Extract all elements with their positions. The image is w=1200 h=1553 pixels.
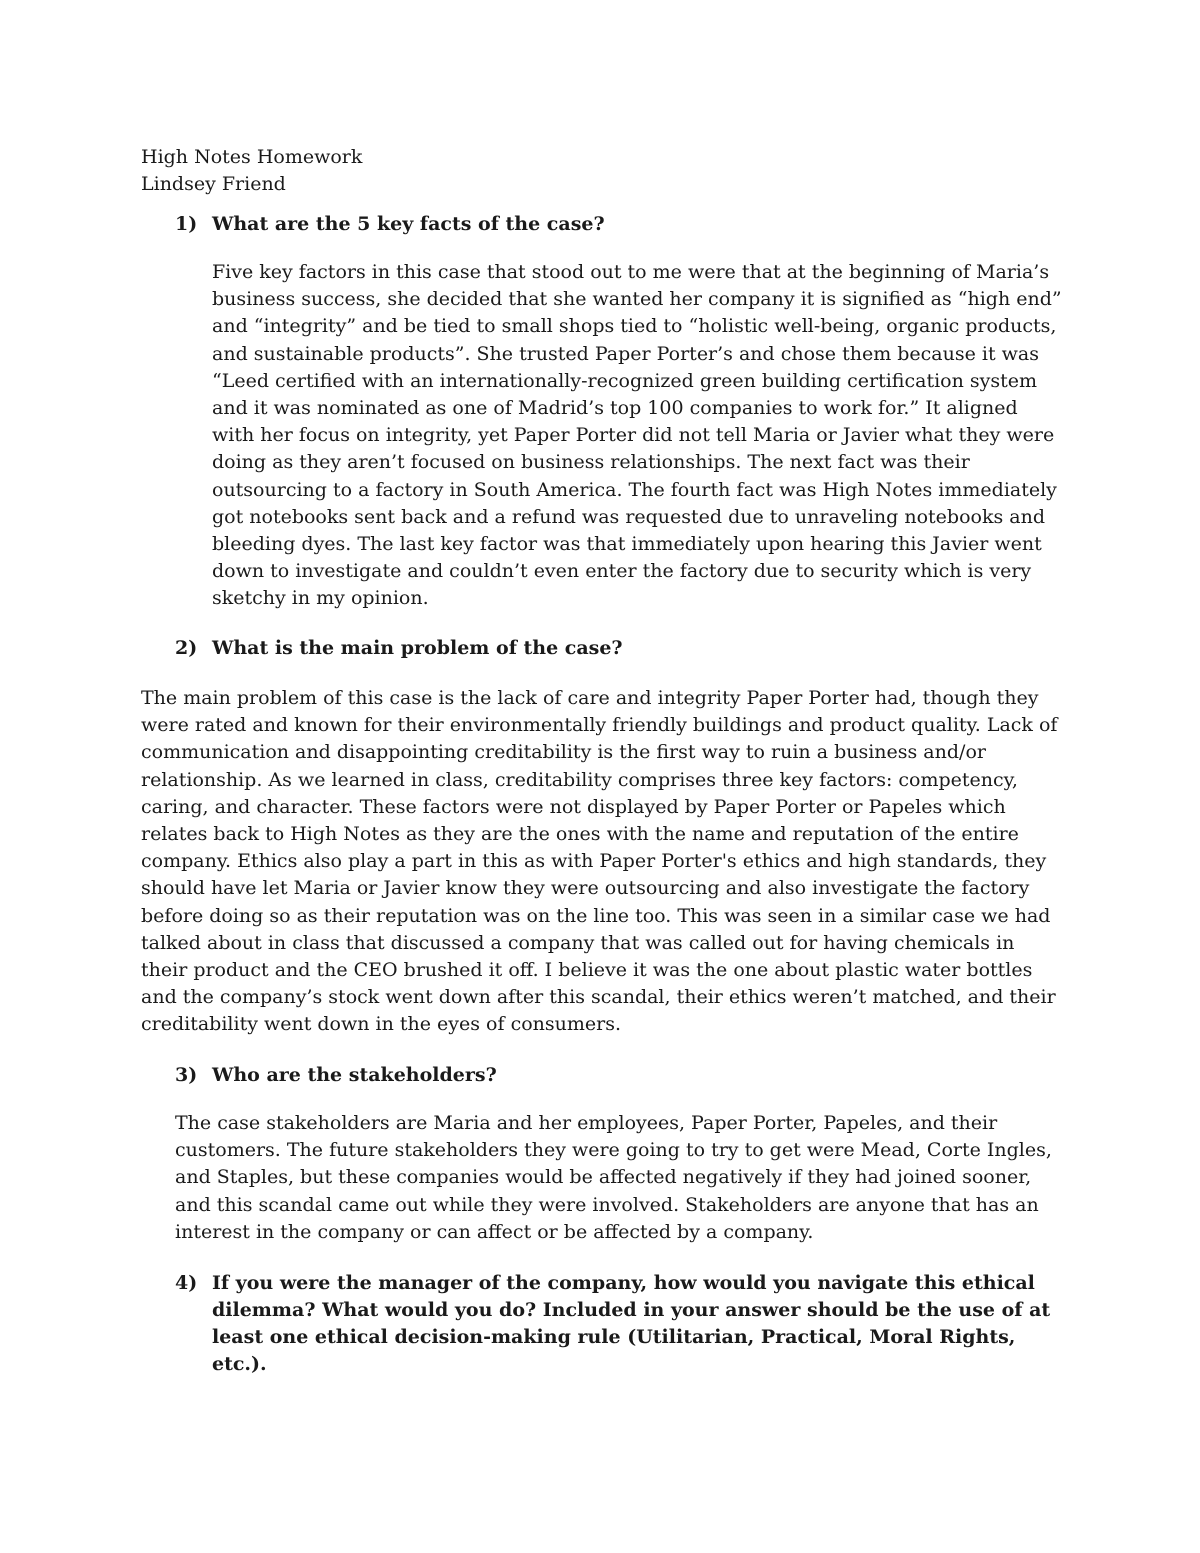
question-4-number: 4) (175, 1272, 198, 1294)
question-3-text: Who are the stakeholders? (212, 1064, 497, 1086)
answer-3: The case stakeholders are Maria and her employees, Paper Porter, Papeles, and their customers. The future stakeholders they were going to try to get were Mead, Corte Ingles, and Staples, but these companies would be affected negatively if they had joined sooner, and this scandal came out while they were involved. Stakeholders are anyone that has an interest in the company or can affect or be affected by a company. (175, 1112, 1052, 1243)
question-2-number: 2) (175, 637, 198, 659)
answer-1: Five key factors in this case that stood out to me were that at the beginning of Maria’s business success, she decided that she wanted her company it is signified as “high end” and “integrity” and be tied to small shops tied to “holistic well-being, organic products, and sustainable products”. She trusted Paper Porter’s and chose them because it was “Leed certified with an internationally-recognized green building certification system and it was nominated as one of Madrid’s top 100 companies to work for.” It aligned with her focus on integrity, yet Paper Porter did not tell Maria or Javier what they were doing as they aren’t focused on business relationships. The next fact was their outsourcing to a factory in South America. The fourth fact was High Notes immediately got notebooks sent back and a refund was requested due to unraveling notebooks and bleeding dyes. The last key factor was that immediately upon hearing this Javier went down to investigate and couldn’t even enter the factory due to security which is very sketchy in my opinion. (212, 261, 1062, 610)
answer-2: The main problem of this case is the lack of care and integrity Paper Porter had, though they were rated and known for their environmentally friendly buildings and product quality. Lack of communication and disappointing creditability is the first way to ruin a business and/or relationship. As we learned in class, creditability comprises three key factors: competency, caring, and character. These factors were not displayed by Paper Porter or Papeles which relates back to High Notes as they are the ones with the name and reputation of the entire company. Ethics also play a part in this as with Paper Porter's ethics and high standards, they should have let Maria or Javier know they were outsourcing and also investigate the factory before doing so as their reputation was on the line too. This was seen in a similar case we had talked about in class that discussed a company that was called out for having chemicals in their product and the CEO brushed it off. I believe it was the one about plastic water bottles and the company’s stock went down after this scandal, their ethics weren’t matched, and their creditability went down in the eyes of consumers. (141, 687, 1058, 1036)
document-author: Lindsey Friend (141, 173, 286, 195)
question-1-text: What are the 5 key facts of the case? (212, 213, 605, 235)
document-title: High Notes Homework (141, 146, 363, 168)
question-3-number: 3) (175, 1064, 198, 1086)
question-1-number: 1) (175, 213, 198, 235)
question-2-text: What is the main problem of the case? (212, 637, 623, 659)
question-4-text: If you were the manager of the company, how would you navigate this ethical dilemma? What would you do? Included in your answer should be the use of at least one ethical decision-making rule (Utilitarian, Practical, Moral Rights, etc.). (212, 1272, 1051, 1375)
